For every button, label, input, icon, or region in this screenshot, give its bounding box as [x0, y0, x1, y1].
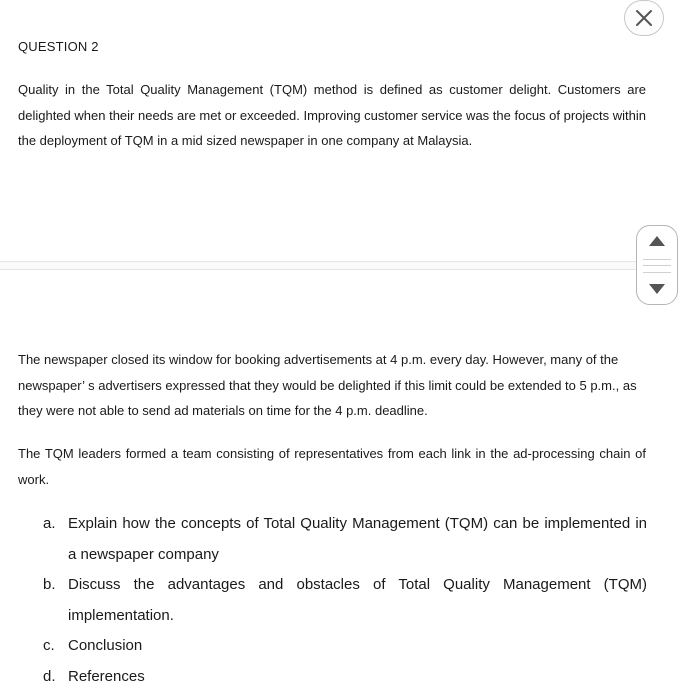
list-item — [43, 509, 647, 570]
context-paragraph: The newspaper closed its window for booking advertisements at 4 p.m. every day. However, many of the newspaper’ s advertisers expressed that they would be delighted if this limit could be extended to 5 p.m., as they were not able to send ad materials on time for the 4 p.m. deadline. — [18, 352, 637, 418]
question-title: QUESTION 2 — [18, 39, 99, 54]
list-item — [43, 570, 647, 631]
close-icon — [635, 9, 653, 27]
intro-paragraph: Quality in the Total Quality Management (TQM) method is defined as customer delight. Customers are delighted when their needs are met or exceeded. Improving customer service was the focus of projects within the deployment of TQM in a mid sized newspaper in one company at Malaysia. — [18, 82, 646, 148]
page-divider — [0, 261, 636, 270]
page-scroll-widget[interactable] — [636, 225, 678, 305]
list-item-text: Discuss the advantages and obstacles of Total Quality Management (TQM) implementation. — [68, 576, 647, 624]
list-marker: a. — [43, 515, 56, 532]
scroll-up-button[interactable] — [637, 228, 677, 254]
list-item-text: References — [68, 667, 145, 685]
list-item — [43, 662, 647, 693]
scroll-down-button[interactable] — [637, 276, 677, 302]
list-item-text: Conclusion — [68, 637, 143, 654]
list-item — [43, 631, 647, 662]
triangle-up-icon — [649, 236, 665, 246]
scroll-grip[interactable] — [643, 259, 671, 273]
triangle-down-icon — [649, 284, 665, 294]
list-marker: b. — [43, 576, 56, 593]
list-marker: d. — [43, 667, 56, 685]
close-button[interactable] — [624, 0, 664, 36]
list-item-text: Explain how the concepts of Total Quality Management (TQM) can be implemented in a newspaper company — [68, 515, 647, 563]
team-paragraph: The TQM leaders formed a team consisting of representatives from each link in the ad-processing chain of work. — [18, 446, 646, 487]
task-list — [43, 509, 647, 692]
list-marker: c. — [43, 637, 55, 654]
